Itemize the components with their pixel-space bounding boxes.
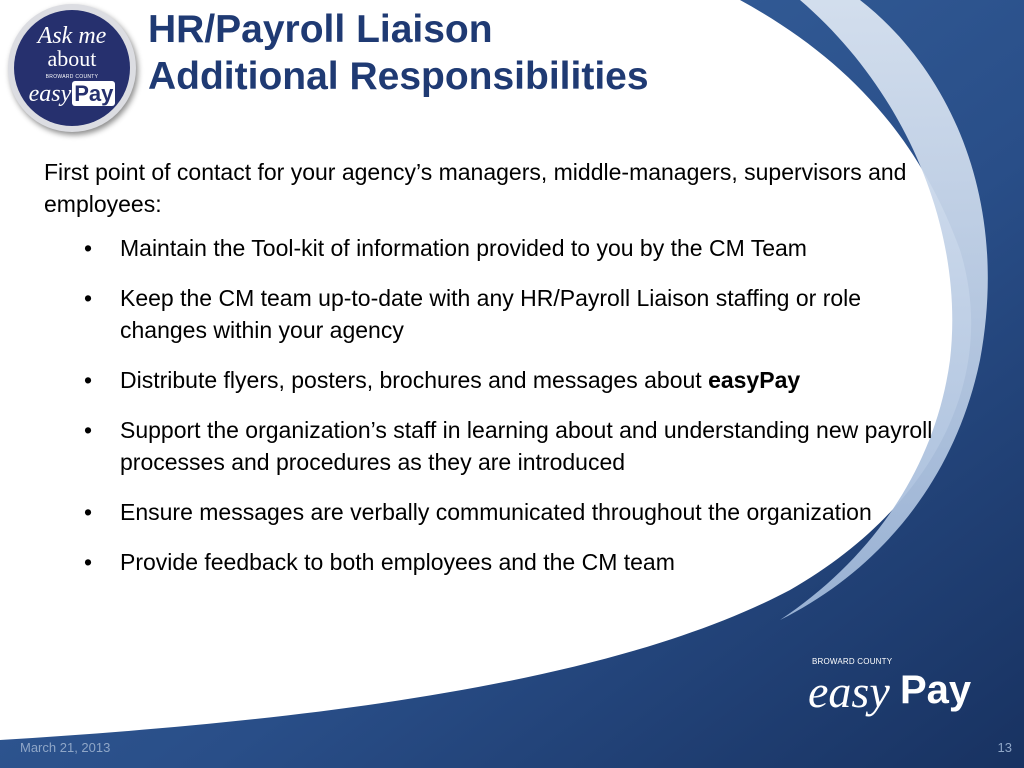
badge-inner bbox=[14, 10, 130, 126]
slide-body bbox=[44, 156, 954, 596]
title-line-2: Additional Responsibilities bbox=[148, 55, 649, 98]
footer-date: March 21, 2013 bbox=[20, 740, 111, 755]
bullet-text: Support the organization’s staff in learning about and understanding new payroll processes and procedures as they are introduced bbox=[120, 417, 933, 475]
badge-pay-text: Pay bbox=[74, 81, 114, 106]
badge-about-text: about bbox=[47, 46, 97, 71]
badge-easypay-logo bbox=[14, 80, 130, 111]
easypay-footer-logo bbox=[808, 654, 988, 718]
title-line-1: HR/Payroll Liaison bbox=[148, 8, 493, 51]
ask-me-about-easypay-badge bbox=[8, 4, 136, 132]
bullet-text: Distribute flyers, posters, brochures and messages about bbox=[120, 367, 709, 393]
list-item bbox=[44, 364, 954, 396]
list-item bbox=[44, 232, 954, 264]
bullet-icon: • bbox=[84, 285, 93, 311]
list-item bbox=[44, 496, 954, 528]
badge-county-text: BROWARD COUNTY bbox=[45, 74, 99, 80]
bullet-text: Maintain the Tool-kit of information provided to you by the CM Team bbox=[120, 235, 807, 261]
footer-logo-easy: easy bbox=[808, 666, 890, 717]
bullet-icon: • bbox=[84, 549, 93, 575]
bullet-icon: • bbox=[84, 235, 93, 261]
bullet-emphasis: easyPay bbox=[708, 367, 801, 393]
list-item bbox=[44, 546, 954, 578]
bullet-icon: • bbox=[84, 417, 93, 443]
bullet-text: Provide feedback to both employees and the CM team bbox=[120, 549, 675, 575]
bullet-text: Keep the CM team up-to-date with any HR/Payroll Liaison staffing or role changes within your agency bbox=[120, 285, 862, 343]
list-item bbox=[44, 282, 954, 346]
badge-ask-me-text: Ask me bbox=[37, 23, 107, 49]
bullet-text: Ensure messages are verbally communicated throughout the organization bbox=[120, 499, 872, 525]
responsibility-list bbox=[44, 232, 954, 578]
slide-title bbox=[148, 6, 649, 100]
badge-easy-text: easy bbox=[28, 81, 72, 107]
footer-logo-county: BROWARD COUNTY bbox=[812, 657, 893, 666]
list-item bbox=[44, 414, 954, 478]
page-number: 13 bbox=[997, 740, 1012, 755]
bullet-icon: • bbox=[84, 367, 93, 393]
intro-text: First point of contact for your agency’s managers, middle-managers, supervisors and employees: bbox=[44, 159, 907, 217]
footer-logo-pay: Pay bbox=[900, 668, 972, 712]
bullet-icon: • bbox=[84, 499, 93, 525]
